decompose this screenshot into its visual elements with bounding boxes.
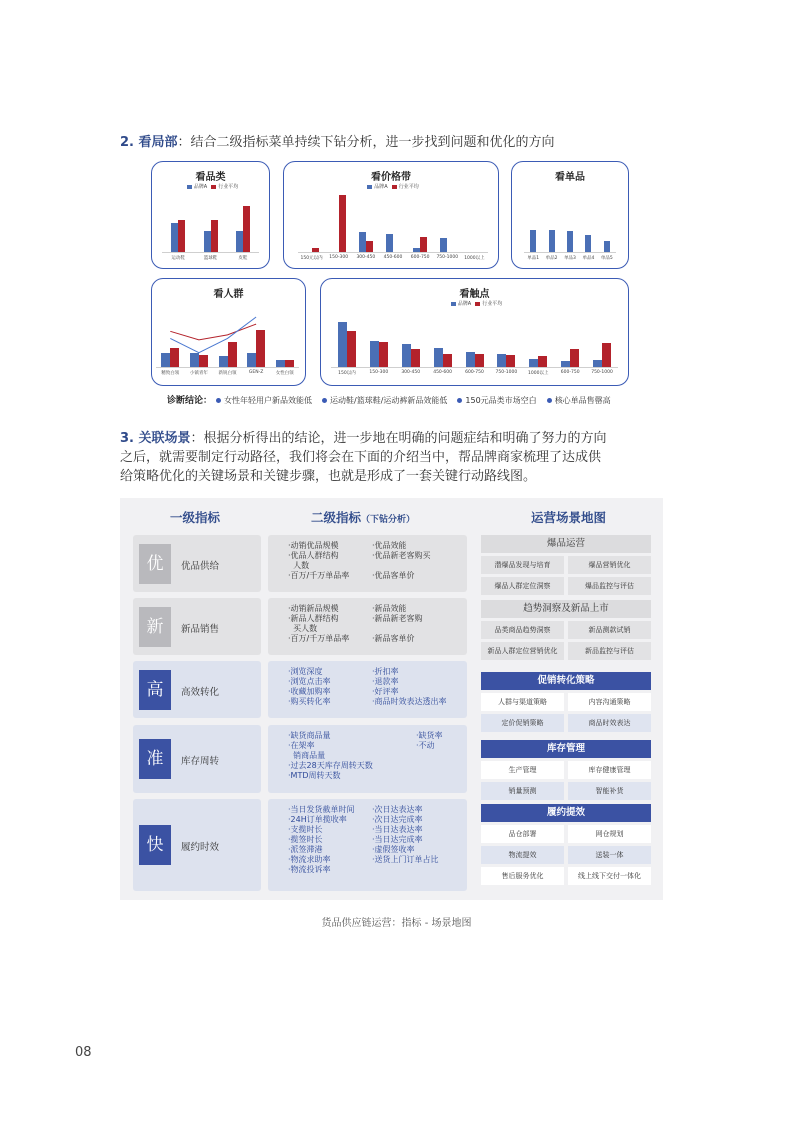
chart-title: 看触点 [459, 289, 490, 300]
legend-label: 品牌A [374, 184, 388, 190]
scene-cell: 品类商品趋势洞察 [481, 621, 564, 639]
x-tick-label: 600-750 [410, 255, 430, 260]
scene-cell: 定价促销策略 [481, 714, 564, 732]
x-tick-label: 皮鞋 [238, 256, 248, 261]
level1-cell [133, 799, 261, 891]
x-tick-label: 150元以内 [300, 256, 323, 261]
diagnosis-label: 诊断结论： [167, 396, 213, 406]
x-tick-label: 单品5 [600, 256, 613, 261]
chart-sku-card [511, 161, 629, 269]
scene-cell: 商品时效表达 [568, 714, 651, 732]
diagnosis-row [167, 393, 611, 406]
chart-bar [413, 248, 420, 252]
chart-bar [211, 220, 218, 252]
chart-bar [339, 195, 346, 252]
chart-bar [386, 234, 393, 252]
level2-metrics-left: ·当日发货截单时间 ·24H订单揽收率 ·支揽时长 ·揽签时长 ·派签滞港 ·物流求助率 ·物流投诉率 [288, 805, 355, 874]
x-tick-label: 750-1000 [436, 255, 459, 260]
chart-bar [204, 231, 211, 252]
legend-swatch [451, 302, 456, 306]
x-tick-label: 精致白领 [161, 371, 180, 376]
scene-cell: 物流提效 [481, 846, 564, 864]
level1-char-badge: 快 [139, 825, 171, 865]
level2-metrics-left: ·动销新品规模 ·新品人群结构 买人数 ·百万/千万单品率 [288, 604, 350, 643]
x-axis-line [331, 367, 618, 368]
x-axis-line [298, 252, 488, 253]
chart-bar [370, 341, 379, 367]
diagnosis-item: 女性年轻用户新品效能低 [224, 396, 313, 405]
level1-cell [133, 661, 261, 718]
x-tick-label: 篮球鞋 [203, 256, 218, 261]
level2-metrics-left: ·动销优品规模 ·优品人群结构 人数 ·百万/千万单品率 [288, 541, 350, 580]
chart-bar [585, 235, 591, 252]
x-tick-label: 750-1000 [591, 370, 613, 375]
scene-cell: 爆品监控与评估 [568, 577, 651, 595]
scene-cell: 人群与渠道策略 [481, 693, 564, 711]
level1-cell [133, 598, 261, 655]
chart-bar [440, 238, 447, 252]
scene-cell: 新品测款试销 [568, 621, 651, 639]
x-axis-line [162, 252, 259, 253]
chart-title: 看单品 [555, 172, 585, 183]
legend-label: 品牌A [193, 184, 208, 190]
x-tick-label: 1000以上 [528, 371, 549, 376]
level1-cell [133, 535, 261, 592]
section3-lead: 3. 关联场景 [120, 431, 191, 446]
scene-title: 促销转化策略 [481, 672, 651, 690]
legend-label: 行业平均 [398, 184, 419, 190]
chart-bar [529, 359, 538, 367]
section3-text: ：根据分析得出的结论，进一步地在明确的问题症结和明确了努力的方向 [190, 431, 607, 446]
chart-audience-card [151, 278, 306, 386]
section2-lead: 2. 看局部 [120, 135, 178, 150]
x-tick-label: 1000以上 [464, 256, 485, 261]
chart-bar [420, 237, 427, 252]
x-tick-label: 750-1000 [495, 370, 518, 375]
bullet-dot [457, 398, 462, 403]
level1-name: 优品供给 [181, 561, 220, 572]
level1-name: 新品销售 [181, 624, 220, 635]
level2-cell [268, 535, 467, 592]
level2-cell [268, 661, 467, 718]
legend-label: 行业平均 [482, 301, 503, 307]
scene-cell: 生产管理 [481, 761, 564, 779]
scene-title: 趋势洞察及新品上市 [481, 600, 651, 618]
header-level2-text: 二级指标 [311, 510, 362, 525]
chart-bar [538, 356, 547, 367]
level1-name: 库存周转 [181, 756, 220, 767]
diagnosis-item: 150元品类市场空白 [465, 396, 537, 405]
level2-metrics-right: ·新品效能 ·新品新老客购 ·新品客单价 [372, 604, 423, 643]
chart-price-card [283, 161, 499, 269]
header-level2 [311, 508, 415, 526]
x-tick-label: 运动鞋 [171, 256, 185, 261]
trend-lines [152, 279, 305, 379]
chart-bar [243, 206, 250, 252]
x-tick-label: 150以内 [338, 371, 356, 376]
chart-bar [366, 241, 373, 252]
level2-metrics-right: ·折扣率 ·退款率 ·好评率 ·商品时效表达透出率 [372, 667, 447, 706]
x-tick-label: GEN-Z [248, 370, 264, 375]
level1-char-badge: 优 [139, 544, 171, 584]
chart-bar [443, 354, 452, 367]
chart-bar [411, 349, 420, 367]
chart-bar [475, 354, 484, 367]
level1-char-badge: 准 [139, 739, 171, 779]
chart-bar [567, 231, 573, 252]
diagnosis-item: 运动鞋/篮球鞋/运动裤新品效能低 [330, 396, 448, 405]
chart-bar [379, 342, 388, 367]
chart-bar [338, 322, 347, 367]
x-tick-label: 小镇青年 [189, 371, 208, 376]
level2-cell [268, 725, 467, 793]
section2-text: ：结合二级指标菜单持续下钻分析，进一步找到问题和优化的方向 [177, 135, 555, 150]
legend-swatch [211, 185, 216, 189]
scene-cell: 内容沟通策略 [568, 693, 651, 711]
x-tick-label: 150-300 [369, 370, 389, 375]
diagnosis-item: 核心单品售罄高 [554, 396, 611, 405]
section3-line3: 给策略优化的关键场景和关键步骤，也就是形成了一套关键行动路线图。 [120, 469, 537, 484]
x-tick-label: 单品2 [545, 256, 558, 261]
legend-label: 行业平均 [218, 184, 239, 190]
scene-cell: 库存健康管理 [568, 761, 651, 779]
scene-cell: 品仓部署 [481, 825, 564, 843]
chart-bar [359, 232, 366, 252]
level2-metrics-left: ·浏览深度 ·浏览点击率 ·收藏加购率 ·购买转化率 [288, 667, 331, 706]
legend-swatch [367, 185, 372, 189]
chart-bar [602, 343, 611, 367]
bullet-dot [547, 398, 552, 403]
level2-metrics-right: ·优品效能 ·优品新老客购买 ·优品客单价 [372, 541, 431, 580]
scene-cell: 爆品人群定位洞察 [481, 577, 564, 595]
header-level2-sub: （下钻分析） [361, 515, 416, 525]
scene-cell: 线上线下交付一体化 [568, 867, 651, 885]
chart-bar [604, 241, 610, 252]
bullet-dot [322, 398, 327, 403]
x-tick-label: 450-600 [383, 255, 403, 260]
section3-line2: 之后，就需要制定行动路径，我们将会在下面的介绍当中，帮品牌商家梳理了达成供 [120, 450, 602, 465]
chart-bar [402, 344, 411, 367]
level1-name: 高效转化 [181, 687, 220, 698]
chart-bar [570, 349, 579, 367]
x-tick-label: 600-750 [465, 370, 484, 375]
scene-title: 库存管理 [481, 740, 651, 758]
x-tick-label: 女性白领 [275, 371, 294, 376]
x-tick-label: 单品3 [564, 256, 576, 261]
scene-cell: 新品监控与评估 [568, 642, 651, 660]
chart-bar [312, 248, 319, 252]
x-tick-label: 300-450 [401, 370, 421, 375]
chart-touchpoint-card [320, 278, 629, 386]
chart-legend [321, 300, 628, 307]
chart-bar [347, 331, 356, 367]
x-tick-label: 单品1 [527, 256, 540, 261]
scene-cell: 送装一体 [568, 846, 651, 864]
scene-title: 履约提效 [481, 804, 651, 822]
chart-bar [549, 230, 555, 252]
level1-name: 履约时效 [181, 842, 220, 853]
scene-cell: 新品人群定位营销优化 [481, 642, 564, 660]
x-tick-label: 600-750 [560, 370, 580, 375]
chart-bar [171, 223, 178, 252]
x-tick-label: 300-450 [356, 255, 376, 260]
chart-title: 看品类 [195, 172, 226, 183]
level2-metrics-left: ·缺货商品量 ·在架率 销商品量 ·过去28天库存周转天数 ·MTD周转天数 [288, 731, 373, 780]
chart-bar [178, 220, 185, 252]
header-level1: 一级指标 [170, 510, 221, 525]
section3-heading [120, 429, 607, 448]
level1-char-badge: 高 [139, 670, 171, 710]
chart-bar [593, 360, 602, 367]
header-scene-map: 运营场景地图 [531, 510, 607, 525]
legend-swatch [392, 185, 397, 189]
chart-bar [497, 354, 506, 367]
scene-cell: 网仓规划 [568, 825, 651, 843]
chart-bar [561, 361, 570, 367]
level2-cell [268, 799, 467, 891]
level2-metrics-right: ·次日达表达率 ·次日达完成率 ·当日达表达率 ·当日达完成率 ·虚假签收率 ·送货上门订单占比 [372, 805, 439, 864]
scene-title: 爆品运营 [481, 535, 651, 553]
level1-char-badge: 新 [139, 607, 171, 647]
legend-swatch [475, 302, 480, 306]
chart-legend [284, 183, 498, 190]
chart-title: 看价格带 [371, 172, 411, 183]
figure-caption: 货品供应链运营：指标 - 场景地图 [321, 918, 472, 929]
scene-cell: 潜爆品发现与培育 [481, 556, 564, 574]
x-axis-line [524, 252, 616, 253]
legend-swatch [187, 185, 192, 189]
level2-metrics-right: ·缺货率 ·不动 [416, 731, 443, 750]
chart-title: 看人群 [213, 289, 244, 300]
x-tick-label: 新锐白领 [218, 371, 237, 376]
chart-bar [236, 231, 243, 252]
x-tick-label: 单品4 [582, 256, 595, 261]
scene-cell: 销量预测 [481, 782, 564, 800]
x-tick-label: 450-600 [433, 370, 453, 375]
chart-bar [466, 352, 475, 367]
scene-cell: 售后服务优化 [481, 867, 564, 885]
x-tick-label: 150-300 [329, 255, 349, 260]
chart-bar [434, 348, 443, 367]
level1-cell [133, 725, 261, 793]
chart-bar [506, 355, 515, 367]
bullet-dot [216, 398, 221, 403]
chart-bar [530, 230, 536, 252]
legend-label: 品牌A [457, 301, 472, 307]
chart-legend [152, 183, 269, 190]
level2-cell [268, 598, 467, 655]
chart-category-card [151, 161, 270, 269]
section2-heading [120, 133, 555, 152]
scene-cell: 智能补货 [568, 782, 651, 800]
scene-cell: 爆品营销优化 [568, 556, 651, 574]
page-number: 08 [75, 1045, 92, 1060]
